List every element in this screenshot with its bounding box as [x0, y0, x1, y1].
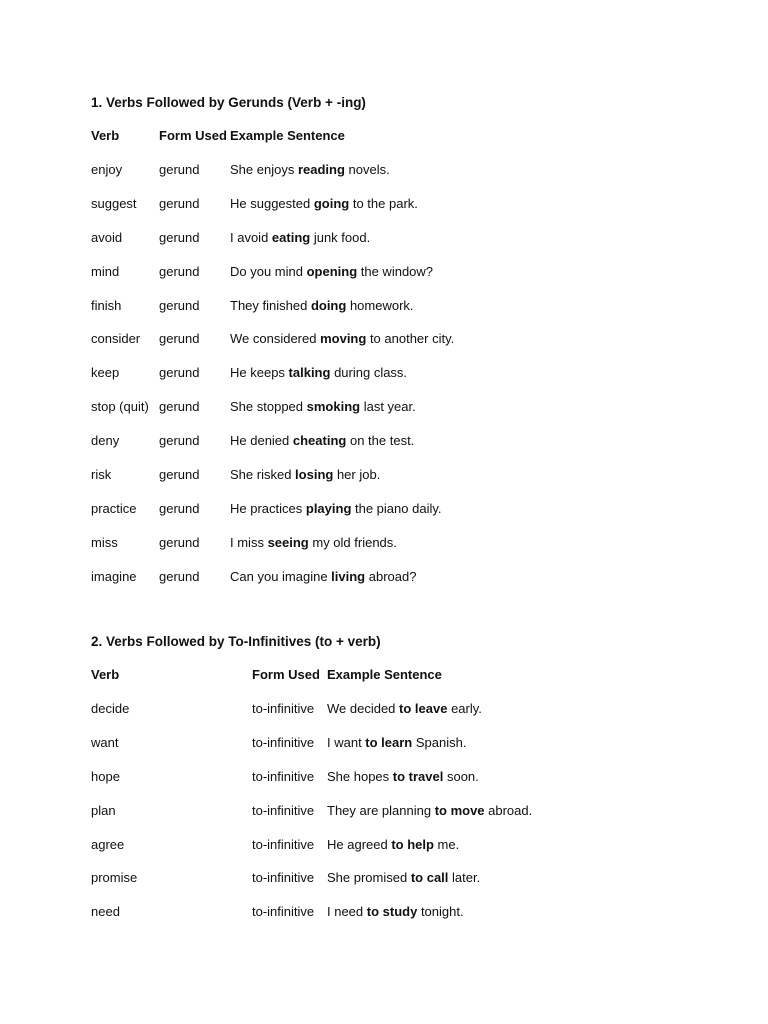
form-cell: to-infinitive	[252, 768, 315, 784]
form-cell: gerund	[159, 467, 200, 483]
example-cell	[230, 228, 370, 262]
example-highlight: doing	[310, 297, 347, 313]
example-highlight: cheating	[292, 433, 347, 449]
example-cell	[230, 363, 407, 397]
table-row	[91, 801, 532, 835]
table-row	[91, 296, 454, 330]
example-highlight: to move	[434, 802, 485, 818]
verb-cell: promise	[91, 870, 138, 886]
verb-cell: suggest	[91, 195, 137, 211]
example-text: early.	[447, 701, 482, 716]
example-highlight: to travel	[392, 768, 444, 784]
example-highlight: seeing	[267, 534, 309, 550]
form-cell: gerund	[159, 534, 200, 550]
table-row	[91, 329, 454, 363]
example-cell	[327, 767, 479, 801]
example-text: soon.	[443, 768, 479, 784]
example-text: me.	[433, 836, 460, 852]
verb-cell: avoid	[91, 229, 123, 245]
example-highlight: to leave	[399, 701, 448, 716]
table-row	[91, 499, 454, 533]
verb-cell: keep	[91, 365, 120, 381]
form-cell: to-infinitive	[252, 701, 315, 716]
example-text: the piano daily.	[351, 500, 442, 516]
example-text: She hopes	[327, 768, 393, 784]
example-text: Can you imagine	[230, 568, 332, 584]
example-text: He practices	[230, 500, 306, 516]
form-cell: to-infinitive	[252, 734, 315, 750]
table-row	[91, 228, 454, 262]
example-cell	[230, 329, 454, 363]
form-cell: gerund	[159, 263, 200, 279]
example-text: to another city.	[366, 331, 455, 347]
table-row	[91, 397, 454, 431]
form-cell: gerund	[159, 162, 200, 177]
table-row	[91, 767, 532, 801]
verb-cell: agree	[91, 836, 125, 852]
form-cell: to-infinitive	[252, 870, 315, 886]
example-text: He denied	[230, 433, 293, 449]
example-cell	[327, 835, 459, 869]
table-header-row	[91, 665, 532, 699]
table-row	[91, 835, 532, 869]
gerund-section	[91, 93, 454, 601]
example-text: She promised	[327, 870, 411, 886]
table-row	[91, 262, 454, 296]
example-text: abroad.	[484, 802, 533, 818]
form-cell: to-infinitive	[252, 802, 315, 818]
example-text: I miss	[230, 534, 268, 550]
form-cell: gerund	[159, 331, 200, 347]
verb-cell: miss	[91, 534, 118, 550]
verb-cell: consider	[91, 331, 141, 347]
table-row	[91, 160, 454, 194]
verb-cell: decide	[91, 701, 130, 716]
example-text: She risked	[230, 467, 296, 483]
form-cell: gerund	[159, 297, 200, 313]
example-text: I need	[327, 904, 367, 920]
verb-cell: deny	[91, 433, 120, 449]
example-text: last year.	[360, 399, 416, 415]
example-text: He agreed	[327, 836, 392, 852]
table-row	[91, 363, 454, 397]
section-title: 1. Verbs Followed by Gerunds (Verb + -ing)	[91, 95, 366, 110]
verb-cell: plan	[91, 802, 116, 818]
example-cell	[327, 699, 482, 733]
example-cell	[230, 567, 416, 601]
example-text: I avoid	[230, 229, 272, 245]
column-header-verb: Verb	[91, 667, 120, 682]
table-row	[91, 868, 532, 902]
example-text: later.	[448, 870, 481, 886]
example-text: to the park.	[349, 195, 418, 211]
example-cell	[327, 733, 466, 767]
form-cell: gerund	[159, 433, 200, 449]
verb-cell: imagine	[91, 568, 137, 584]
verb-cell: finish	[91, 297, 122, 313]
example-highlight: to study	[366, 904, 418, 920]
infinitive-section	[91, 632, 532, 936]
example-highlight: living	[331, 568, 366, 584]
example-text: her job.	[333, 467, 381, 483]
example-text: She stopped	[230, 399, 307, 415]
example-highlight: opening	[306, 263, 358, 279]
table-header-row	[91, 126, 454, 160]
example-text: junk food.	[310, 229, 371, 245]
example-text: abroad?	[365, 568, 417, 584]
example-highlight: to learn	[365, 734, 413, 750]
form-cell: gerund	[159, 500, 200, 516]
example-cell	[230, 533, 397, 567]
example-cell	[230, 160, 390, 194]
verb-cell: risk	[91, 467, 112, 483]
example-highlight: moving	[320, 331, 367, 347]
example-cell	[230, 499, 442, 533]
example-highlight: eating	[271, 229, 311, 245]
form-cell: gerund	[159, 365, 200, 381]
example-cell	[230, 262, 433, 296]
example-highlight: playing	[305, 500, 352, 516]
verb-cell: hope	[91, 768, 120, 784]
table-row	[91, 431, 454, 465]
example-text: I want	[327, 734, 366, 750]
example-text: He keeps	[230, 365, 289, 381]
example-cell	[327, 868, 480, 902]
form-cell: gerund	[159, 229, 200, 245]
verb-cell: mind	[91, 263, 120, 279]
column-header-verb: Verb	[91, 128, 120, 143]
form-cell: gerund	[159, 568, 200, 584]
example-text: She enjoys	[230, 162, 298, 177]
example-text: They are planning	[327, 802, 435, 818]
example-text: novels.	[344, 162, 390, 177]
verb-cell: want	[91, 734, 119, 750]
example-highlight: talking	[288, 365, 331, 381]
example-text: homework.	[346, 297, 414, 313]
table-row	[91, 699, 532, 733]
example-text: during class.	[330, 365, 408, 381]
example-cell	[230, 296, 414, 330]
column-header-example: Example Sentence	[230, 128, 345, 143]
section-title: 2. Verbs Followed by To-Infinitives (to + verb)	[91, 634, 381, 649]
table-row	[91, 465, 454, 499]
verb-cell: enjoy	[91, 162, 123, 177]
column-header-form: Form Used	[159, 128, 227, 143]
example-text: Spanish.	[412, 734, 467, 750]
example-text: my old friends.	[308, 534, 397, 550]
table-row	[91, 533, 454, 567]
example-highlight: smoking	[306, 399, 361, 415]
example-cell	[230, 431, 414, 465]
example-text: Do you mind	[230, 263, 307, 279]
example-text: We decided	[327, 701, 400, 716]
form-cell: gerund	[159, 399, 200, 415]
example-text: We considered	[230, 331, 321, 347]
example-cell	[230, 397, 416, 431]
example-cell	[327, 902, 464, 936]
form-cell: to-infinitive	[252, 904, 315, 920]
verb-cell: stop (quit)	[91, 399, 149, 415]
example-highlight: to call	[410, 870, 449, 886]
example-text: the window?	[357, 263, 434, 279]
form-cell: to-infinitive	[252, 836, 315, 852]
example-highlight: reading	[297, 162, 345, 177]
example-highlight: going	[313, 195, 350, 211]
table-row	[91, 733, 532, 767]
table-row	[91, 194, 454, 228]
example-text: on the test.	[346, 433, 415, 449]
example-cell	[230, 465, 380, 499]
table-row	[91, 902, 532, 936]
example-cell	[327, 801, 532, 835]
example-highlight: losing	[295, 467, 334, 483]
column-header-example: Example Sentence	[327, 667, 442, 682]
example-text: They finished	[230, 297, 311, 313]
example-cell	[230, 194, 418, 228]
example-text: He suggested	[230, 195, 314, 211]
verb-cell: need	[91, 904, 120, 920]
form-cell: gerund	[159, 195, 200, 211]
column-header-form: Form Used	[252, 667, 320, 682]
example-text: tonight.	[417, 904, 464, 920]
example-highlight: to help	[391, 836, 434, 852]
table-row	[91, 567, 454, 601]
verb-cell: practice	[91, 500, 137, 516]
